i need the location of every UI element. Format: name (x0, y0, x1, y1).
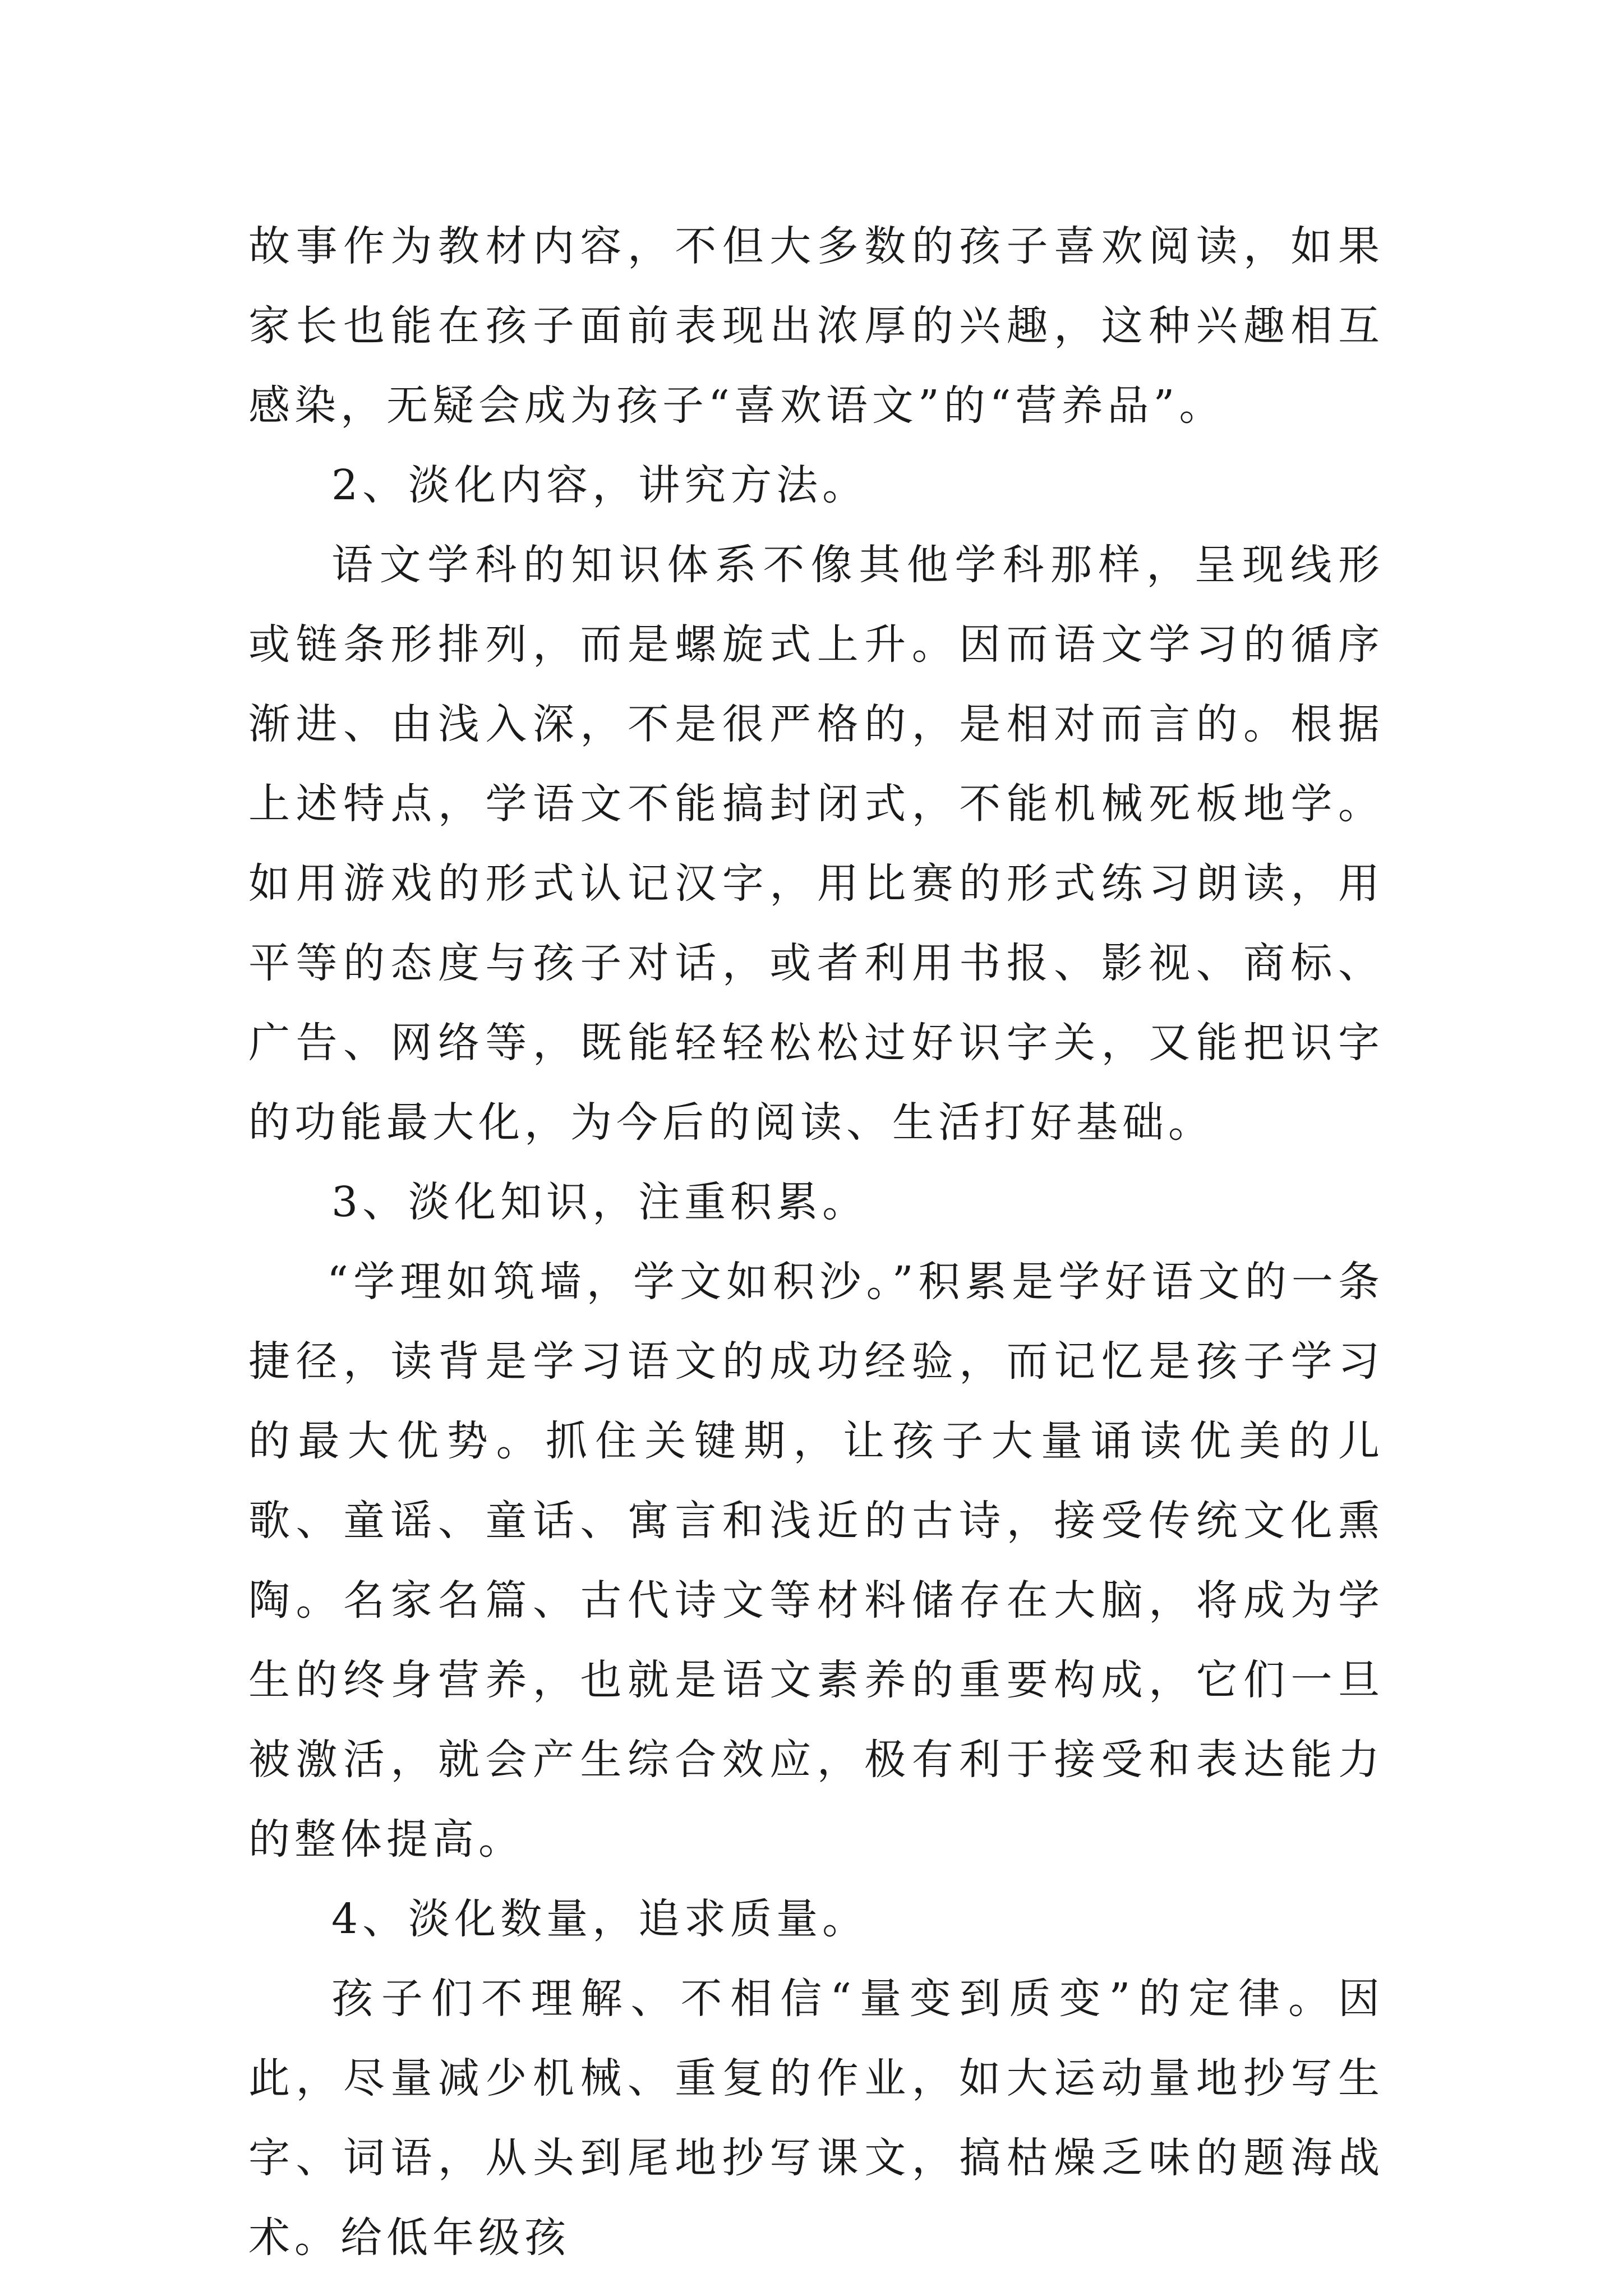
section-heading-4: 4、淡化数量，追求质量。 (331, 1895, 869, 1943)
paragraph-continuation: 故事作为教材内容，不但大多数的孩子喜欢阅读，如果家长也能在孩子面前表现出浓厚的兴趣，这种兴趣相互感染，无疑会成为孩子“喜欢语文”的“营养品”。 (248, 222, 1384, 430)
section-heading-3: 3、淡化知识，注重积累。 (331, 1178, 869, 1226)
document-body (248, 206, 1384, 2277)
paragraph-quality: 孩子们不理解、不相信“量变到质变”的定律。因此，尽量减少机械、重复的作业，如大运动量地抄写生字、词语，从头到尾地抄写课文，搞枯燥乏味的题海战术。给低年级孩 (248, 1975, 1384, 2262)
paragraph-accumulation: “学理如筑墙，学文如积沙。”积累是学好语文的一条捷径，读背是学习语文的成功经验，而记忆是孩子学习的最大优势。抓住关键期，让孩子大量诵读优美的儿歌、童谣、童话、寓言和浅近的古诗，接受传统文化熏陶。名家名篇、古代诗文等材料储存在大脑，将成为学生的终身营养，也就是语文素养的重要构成，它们一旦被激活，就会产生综合效应，极有利于接受和表达能力的整体提高。 (248, 1258, 1384, 1864)
section-heading-2: 2、淡化内容，讲究方法。 (331, 461, 869, 509)
paragraph-method: 语文学科的知识体系不像其他学科那样，呈现线形或链条形排列，而是螺旋式上升。因而语文学习的循序渐进、由浅入深，不是很严格的，是相对而言的。根据上述特点，学语文不能搞封闭式，不能机械死板地学。如用游戏的形式认记汉字，用比赛的形式练习朗读，用平等的态度与孩子对话，或者利用书报、影视、商标、广告、网络等，既能轻轻松松过好识字关，又能把识字的功能最大化，为今后的阅读、生活打好基础。 (248, 541, 1384, 1147)
